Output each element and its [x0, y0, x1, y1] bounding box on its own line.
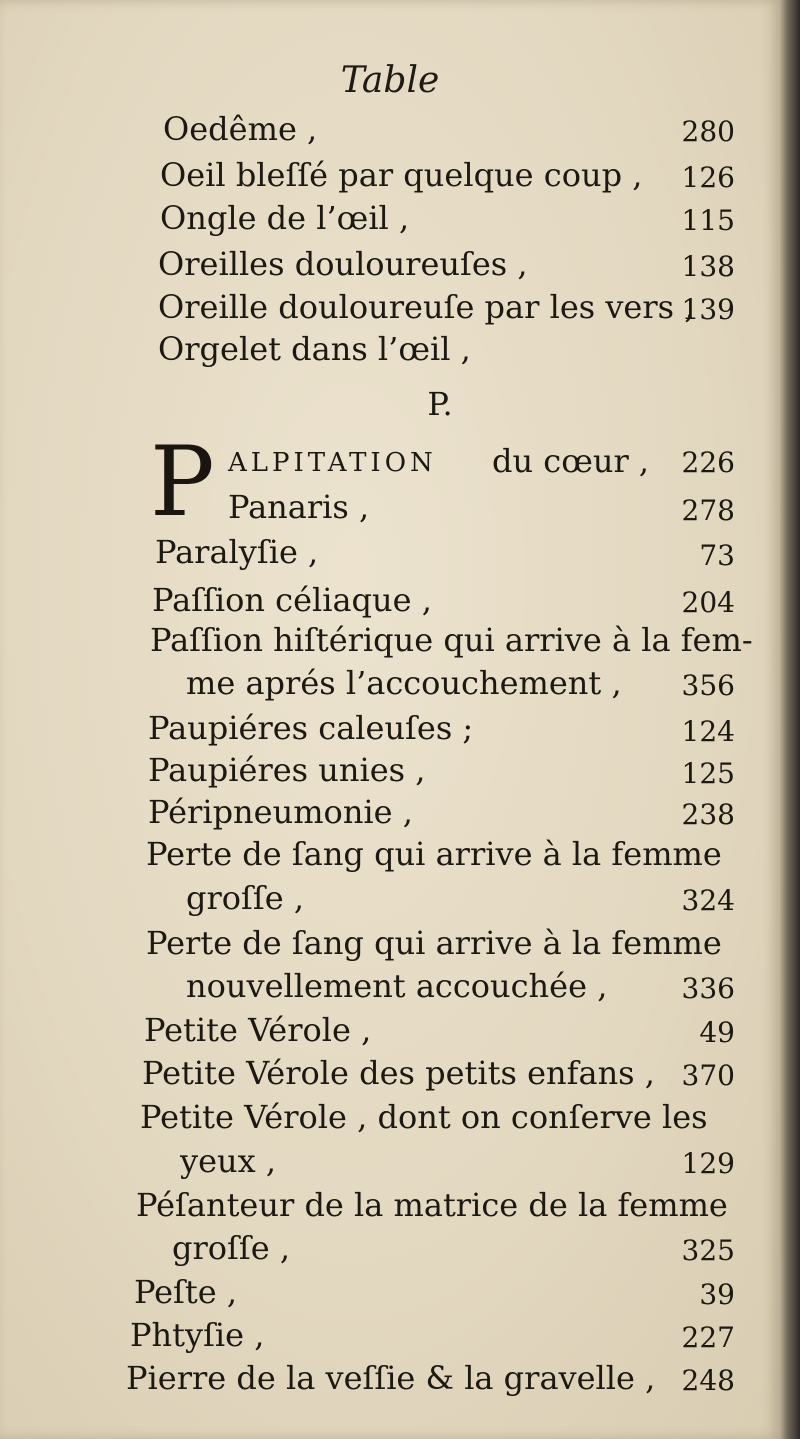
index-entry: Paralyſie ,: [155, 533, 319, 571]
page-number: 204: [681, 586, 735, 619]
page-number: 73: [699, 539, 735, 572]
index-entry: Paſſion hiſtérique qui arrive à la fem-: [150, 621, 753, 659]
index-entry: nouvellement accouchée ,: [186, 967, 608, 1005]
index-entry: Paſſion céliaque ,: [152, 581, 432, 619]
index-entry: Petite Vérole des petits enfans ,: [142, 1054, 655, 1092]
page-number: 125: [681, 757, 735, 790]
page-number: 238: [681, 798, 735, 831]
index-entry: Panaris ,: [228, 488, 370, 526]
page-number: 115: [681, 204, 735, 237]
running-head: Table: [340, 60, 440, 101]
index-entry: Oreille douloureuſe par les vers ,: [158, 288, 695, 326]
page-number: 49: [699, 1016, 735, 1049]
index-entry: Oeil bleſſé par quelque coup ,: [160, 156, 643, 194]
index-entry: yeux ,: [180, 1142, 277, 1180]
index-entry: groſſe ,: [186, 879, 305, 917]
page-number: 278: [681, 494, 735, 527]
index-entry: Petite Vérole ,: [144, 1011, 372, 1049]
index-entry: Oedême ,: [163, 110, 318, 148]
small-caps-word: ALPITATION: [228, 448, 437, 478]
page-number: 325: [681, 1234, 735, 1267]
page-number: 126: [681, 161, 735, 194]
page-number: 280: [681, 115, 735, 148]
index-entry: Oreilles douloureuſes ,: [158, 245, 528, 283]
drop-cap: P: [150, 426, 215, 538]
page-number: 336: [681, 972, 735, 1005]
page-number: 226: [681, 446, 735, 479]
index-entry: Perte de ſang qui arrive à la femme: [146, 924, 722, 962]
page-number: 324: [681, 884, 735, 917]
page-number: 139: [681, 293, 735, 326]
page-number: 356: [681, 669, 735, 702]
page-number: 248: [681, 1364, 735, 1397]
index-entry: Péſanteur de la matrice de la femme: [136, 1186, 728, 1224]
page-number: 227: [681, 1321, 735, 1354]
index-entry: Paupiéres unies ,: [148, 751, 426, 789]
index-entry: Petite Vérole , dont on conſerve les: [140, 1098, 708, 1136]
index-entry: Orgelet dans l’œil ,: [158, 330, 471, 368]
index-entry: Perte de ſang qui arrive à la femme: [146, 835, 722, 873]
index-entry: Peſte ,: [134, 1273, 238, 1311]
index-entry: Paupiéres caleuſes ;: [148, 709, 474, 747]
page-number: 138: [681, 250, 735, 283]
index-entry: me aprés l’accouchement ,: [186, 664, 622, 702]
index-entry: Péripneumonie ,: [148, 793, 413, 831]
page-number: 124: [681, 715, 735, 748]
page-edge: [780, 0, 800, 1439]
page-number: 129: [681, 1147, 735, 1180]
page-number: 39: [699, 1278, 735, 1311]
index-entry: groſſe ,: [172, 1229, 291, 1267]
index-entry: Pierre de la veſſie & la gravelle ,: [126, 1359, 656, 1397]
index-entry: du cœur ,: [492, 442, 650, 480]
index-entry: Phtyſie ,: [130, 1316, 265, 1354]
page-number: 370: [681, 1059, 735, 1092]
section-heading: P.: [427, 385, 453, 423]
index-entry: Ongle de l’œil ,: [160, 199, 410, 237]
